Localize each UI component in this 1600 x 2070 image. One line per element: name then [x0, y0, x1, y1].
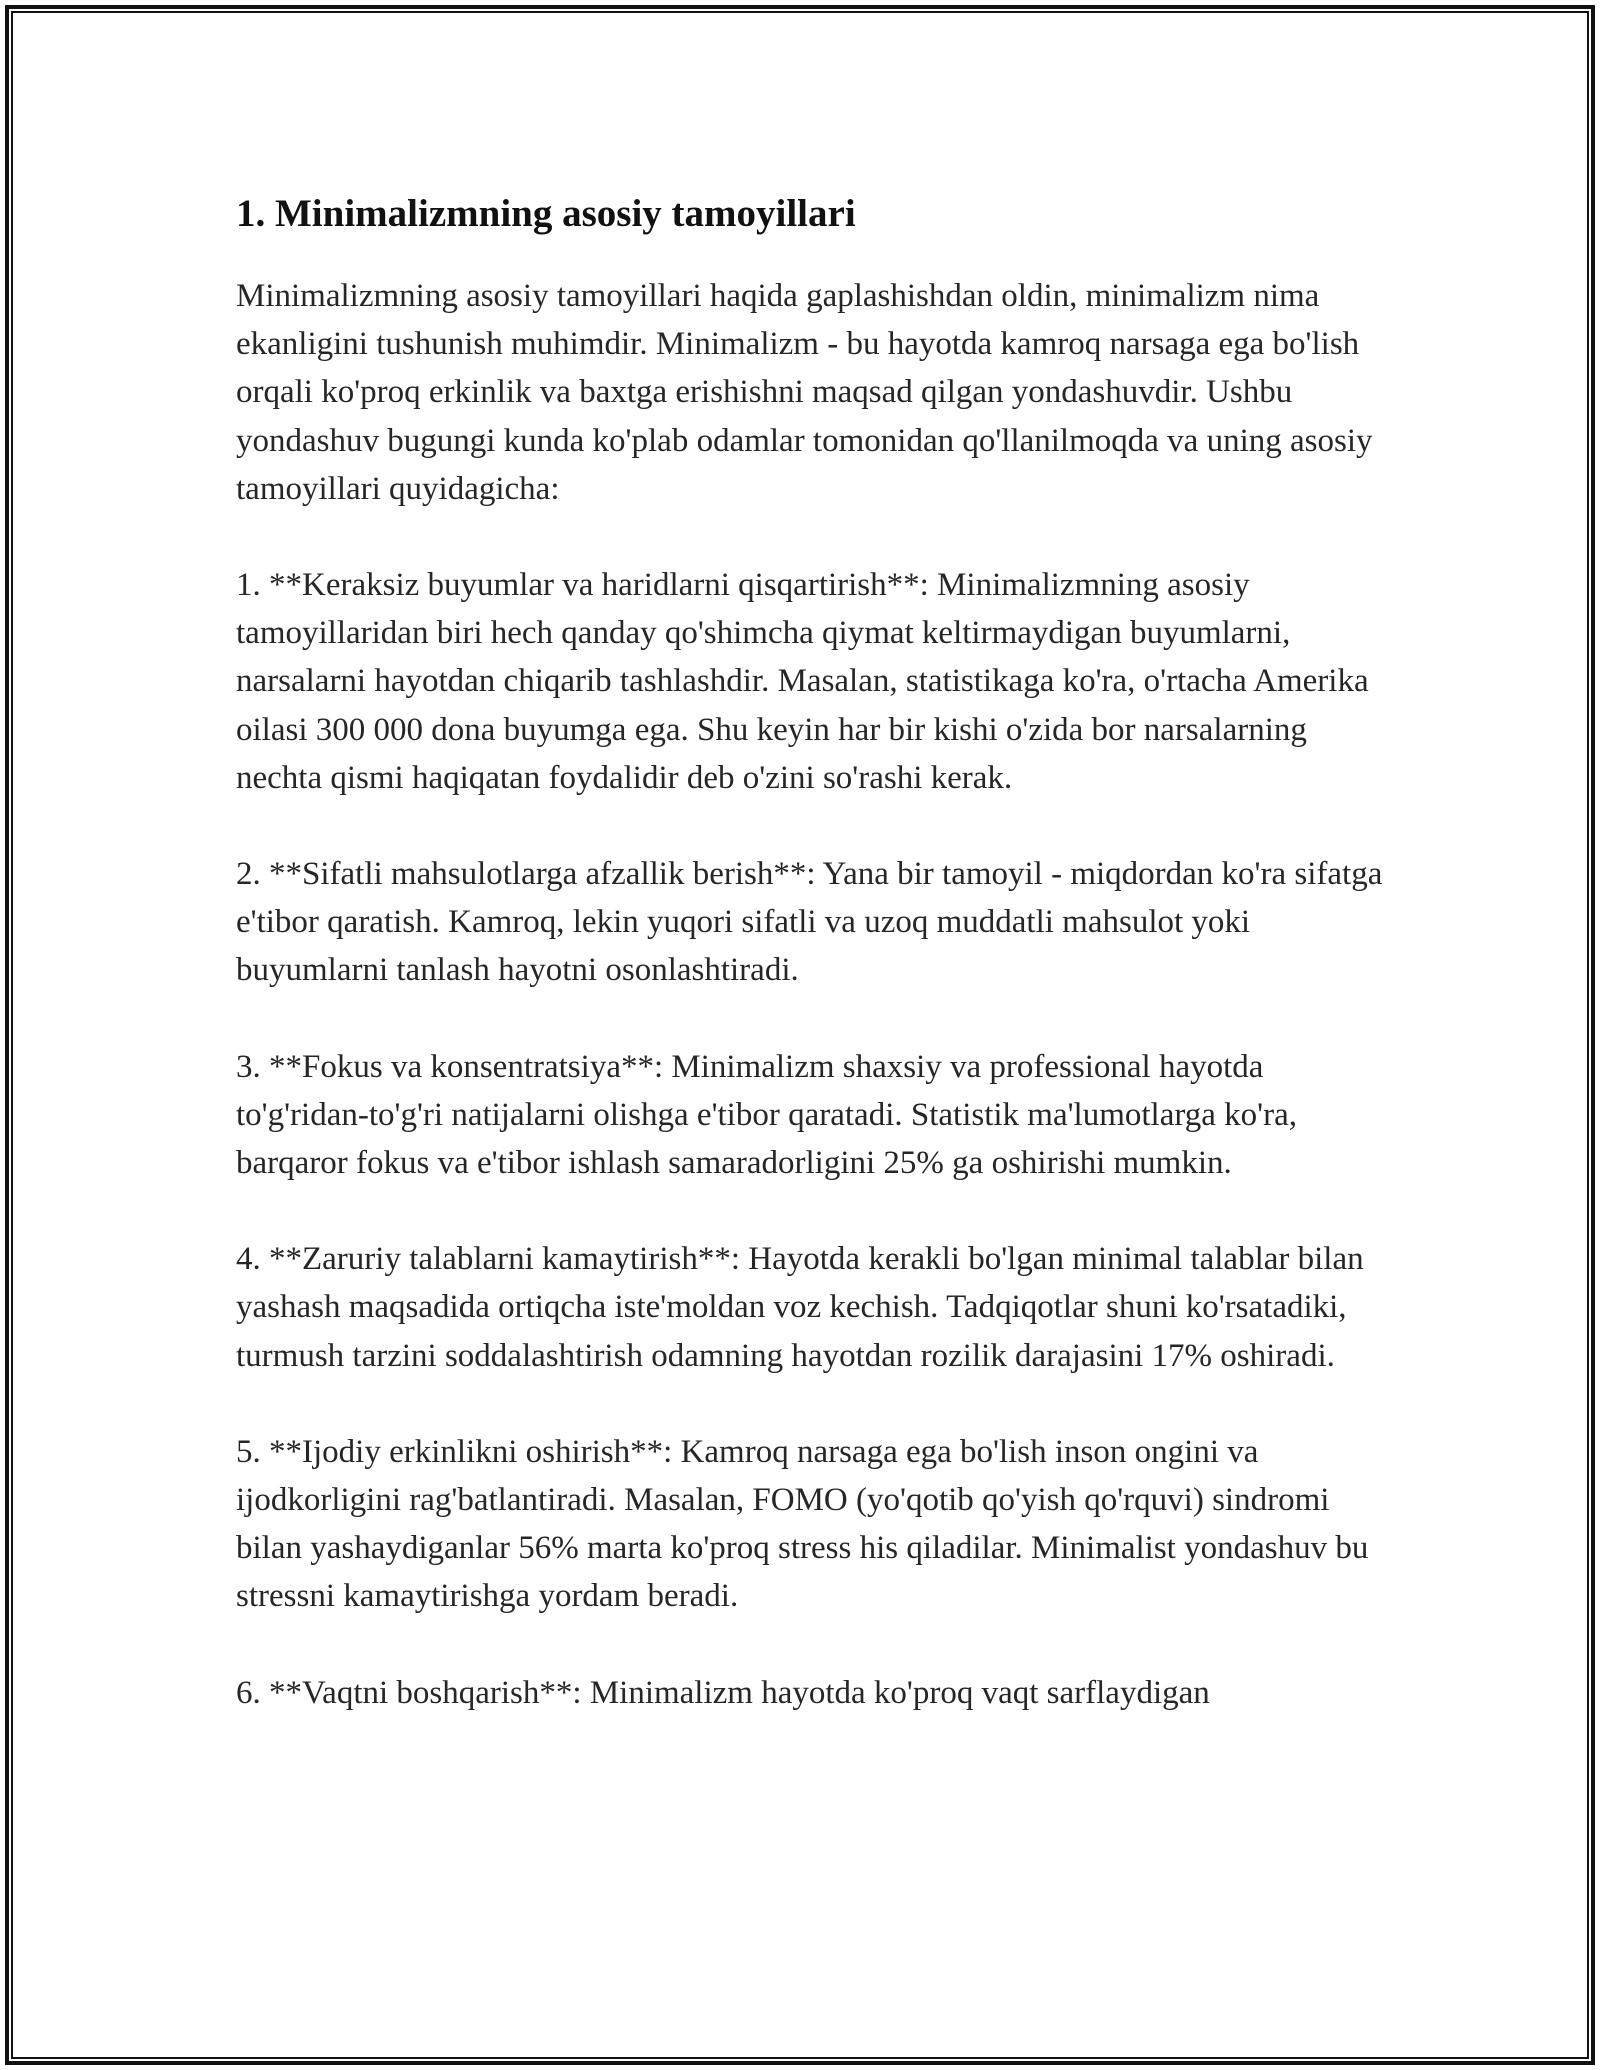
intro-paragraph: Minimalizmning asosiy tamoyillari haqida gaplashishdan oldin, minimalizm nima ekanligini tushunish muhimdir. Minimalizm - bu hayotda kamroq narsaga ega bo'lish orqali ko'proq erkinlik va baxtga erishishni maqsad qilgan yondashuvdir. Ushbu yondashuv bugungi kunda ko'plab odamlar tomonidan qo'llanilmoqda va uning asosiy tamoyillari quyidagicha:: [236, 278, 1373, 507]
document-body: [236, 186, 1386, 1717]
principle-5-paragraph: 5. **Ijodiy erkinlikni oshirish**: Kamroq narsaga ega bo'lish inson ongini va ijodkorligini rag'batlantiradi. Masalan, FOMO (yo'qotib qo'yish qo'rquvi) sindromi bilan yashaydiganlar 56% marta ko'proq stress his qiladilar. Minimalist yondashuv bu stressni kamaytirishga yordam beradi.: [236, 1433, 1369, 1615]
principle-2-paragraph: 2. **Sifatli mahsulotlarga afzallik berish**: Yana bir tamoyil - miqdordan ko'ra sifatga e'tibor qaratish. Kamroq, lekin yuqori sifatli va uzoq muddatli mahsulot yoki buyumlarni tanlash hayotni osonlashtiradi.: [236, 856, 1383, 989]
principle-3-paragraph: 3. **Fokus va konsentratsiya**: Minimalizm shaxsiy va professional hayotda to'g'ridan-to'g'ri natijalarni olishga e'tibor qaratadi. Statistik ma'lumotlarga ko'ra, barqaror fokus va e'tibor ishlash samaradorligini 25% ga oshirishi mumkin.: [236, 1048, 1297, 1182]
section-heading: 1. Minimalizmning asosiy tamoyillari: [236, 192, 856, 235]
principle-4-paragraph: 4. **Zaruriy talablarni kamaytirish**: Hayotda kerakli bo'lgan minimal talablar bilan yashash maqsadida ortiqcha iste'moldan voz kechish. Tadqiqotlar shuni ko'rsatadiki, turmush tarzini soddalashtirish odamning hayotdan rozilik darajasini 17% oshiradi.: [236, 1241, 1364, 1374]
principle-1-paragraph: 1. **Keraksiz buyumlar va haridlarni qisqartirish**: Minimalizmning asosiy tamoyillaridan biri hech qanday qo'shimcha qiymat keltirmaydigan buyumlarni, narsalarni hayotdan chiqarib tashlashdir. Masalan, statistikaga ko'ra, o'rtacha Amerika oilasi 300 000 dona buyumga ega. Shu keyin har bir kishi o'zida bor narsalarning nechta qismi haqiqatan foydalidir deb o'zini so'rashi kerak.: [236, 567, 1369, 796]
principle-6-paragraph: 6. **Vaqtni boshqarish**: Minimalizm hayotda ko'proq vaqt sarflaydigan: [236, 1674, 1210, 1711]
